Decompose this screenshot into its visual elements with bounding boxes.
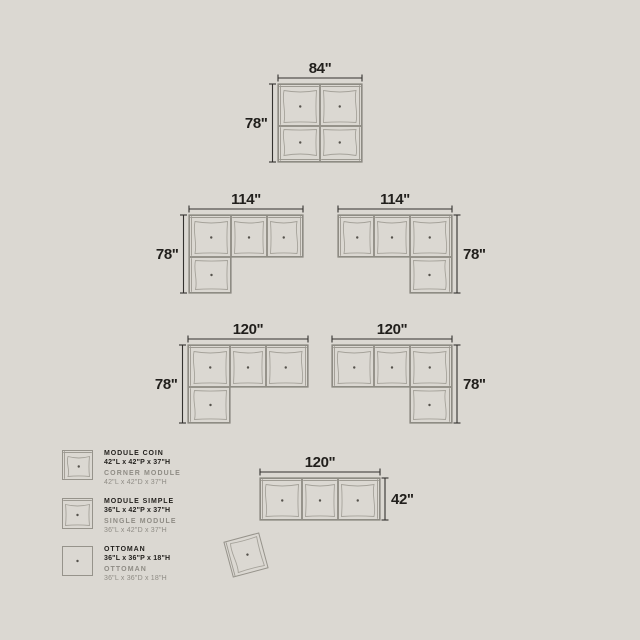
sofa-module <box>267 346 308 387</box>
sectional-114x78-left-chaise <box>156 191 303 293</box>
config-outline <box>332 345 452 423</box>
tuft-dot <box>429 366 431 368</box>
sofa-module <box>339 216 374 257</box>
height-dimension-label: 78" <box>244 115 268 132</box>
width-dimension <box>260 454 380 476</box>
tuft-dot <box>247 366 249 368</box>
tuft-dot <box>356 236 358 238</box>
sofa-module <box>321 85 362 126</box>
legend-subtitle: OTTOMAN <box>104 566 147 574</box>
tuft-dot <box>319 499 321 501</box>
width-dimension-label: 114" <box>380 191 410 208</box>
tuft-dot <box>299 141 301 143</box>
config-outline <box>189 215 303 293</box>
legend-entry-text <box>104 449 181 487</box>
sofa-module <box>411 258 452 293</box>
legend-subtitle: CORNER MODULE <box>104 470 181 478</box>
corner-module-icon <box>61 449 94 481</box>
height-dimension <box>382 478 414 520</box>
sofa-module <box>411 388 452 423</box>
width-dimension-label: 114" <box>231 191 261 208</box>
tuft-dot <box>428 274 430 276</box>
legend-subtitle: SINGLE MODULE <box>104 518 177 526</box>
height-dimension-label: 78" <box>463 376 486 393</box>
sectional-120x78-left-chaise <box>155 321 308 423</box>
legend-subdims: 36"L x 36"D x 18"H <box>104 575 167 583</box>
tuft-dot <box>210 236 212 238</box>
legend-entry-single-module <box>61 497 177 535</box>
width-dimension <box>338 191 452 213</box>
sofa-module <box>190 258 231 293</box>
ottoman-module <box>63 547 93 576</box>
width-dimension <box>278 60 362 82</box>
sofa-module <box>261 479 302 520</box>
sofa-module <box>189 388 230 423</box>
tuft-dot <box>391 366 393 368</box>
tuft-dot <box>76 560 78 562</box>
tuft-dot <box>209 404 211 406</box>
sofa-module <box>333 346 374 387</box>
legend-title: MODULE SIMPLE <box>104 498 175 505</box>
sofa-module <box>63 499 93 529</box>
tuft-dot <box>339 141 341 143</box>
sofa-module <box>279 127 320 162</box>
ottoman-rotated <box>224 533 268 577</box>
tuft-dot <box>209 366 211 368</box>
height-dimension-label: 78" <box>155 246 179 263</box>
sofa-module <box>189 346 230 387</box>
tuft-dot <box>246 553 249 556</box>
tuft-dot <box>429 236 431 238</box>
sofa-module <box>190 216 231 257</box>
legend-title: MODULE COIN <box>104 450 164 457</box>
height-dimension-label: 78" <box>463 246 486 263</box>
legend-entry-text <box>104 497 177 535</box>
sofa-module <box>375 216 410 257</box>
sofa-module <box>411 216 452 257</box>
sofa-module <box>232 216 267 257</box>
sofa-module <box>339 479 380 520</box>
tuft-dot <box>283 236 285 238</box>
legend-title: OTTOMAN <box>104 546 146 553</box>
single-module-icon <box>61 497 94 530</box>
sofa-module <box>375 346 410 387</box>
sofa-module <box>303 479 338 520</box>
height-dimension-label: 42" <box>391 491 414 508</box>
tuft-dot <box>353 366 355 368</box>
sofa-module <box>268 216 303 257</box>
sofa-module <box>321 127 362 162</box>
width-dimension <box>332 321 452 343</box>
sectional-84x78 <box>245 60 362 162</box>
sofa-module <box>279 85 320 126</box>
config-outline <box>260 478 380 520</box>
legend-subdims: 36"L x 42"D x 37"H <box>104 527 167 535</box>
legend-subdims: 42"L x 42"D x 37"H <box>104 479 167 487</box>
width-dimension-label: 120" <box>304 454 336 471</box>
tuft-dot <box>357 499 359 501</box>
sofa-120x42 <box>260 454 414 520</box>
width-dimension-label: 120" <box>232 321 264 338</box>
config-outline <box>188 345 308 423</box>
width-dimension <box>188 321 308 343</box>
ottoman-icon <box>61 545 94 577</box>
sectional-120x78-right-chaise <box>332 321 486 423</box>
sofa-module <box>231 346 266 387</box>
config-outline <box>338 215 452 293</box>
height-dimension <box>454 215 486 293</box>
sectional-114x78-right-chaise <box>338 191 486 293</box>
sofa-module <box>224 533 268 577</box>
legend-dims: 36"L x 36"P x 18"H <box>104 555 171 563</box>
tuft-dot <box>339 105 341 107</box>
legend-entry-ottoman <box>61 545 170 583</box>
width-dimension <box>189 191 303 213</box>
height-dimension <box>245 84 276 162</box>
legend-entry-text <box>104 545 170 583</box>
legend-dims: 36"L x 42"P x 37"H <box>104 507 171 515</box>
tuft-dot <box>281 499 283 501</box>
tuft-dot <box>391 236 393 238</box>
tuft-dot <box>78 465 80 467</box>
tuft-dot <box>299 105 301 107</box>
tuft-dot <box>210 274 212 276</box>
sofa-module <box>411 346 452 387</box>
legend-dims: 42"L x 42"P x 37"H <box>104 459 171 467</box>
width-dimension-label: 84" <box>308 60 332 77</box>
tuft-dot <box>285 366 287 368</box>
tuft-dot <box>248 236 250 238</box>
tuft-dot <box>76 514 78 516</box>
height-dimension <box>156 215 187 293</box>
height-dimension <box>454 345 486 423</box>
height-dimension <box>155 345 186 423</box>
height-dimension-label: 78" <box>154 376 178 393</box>
sofa-module <box>63 451 93 480</box>
width-dimension-label: 120" <box>376 321 408 338</box>
legend-entry-corner-module <box>61 449 181 487</box>
tuft-dot <box>428 404 430 406</box>
